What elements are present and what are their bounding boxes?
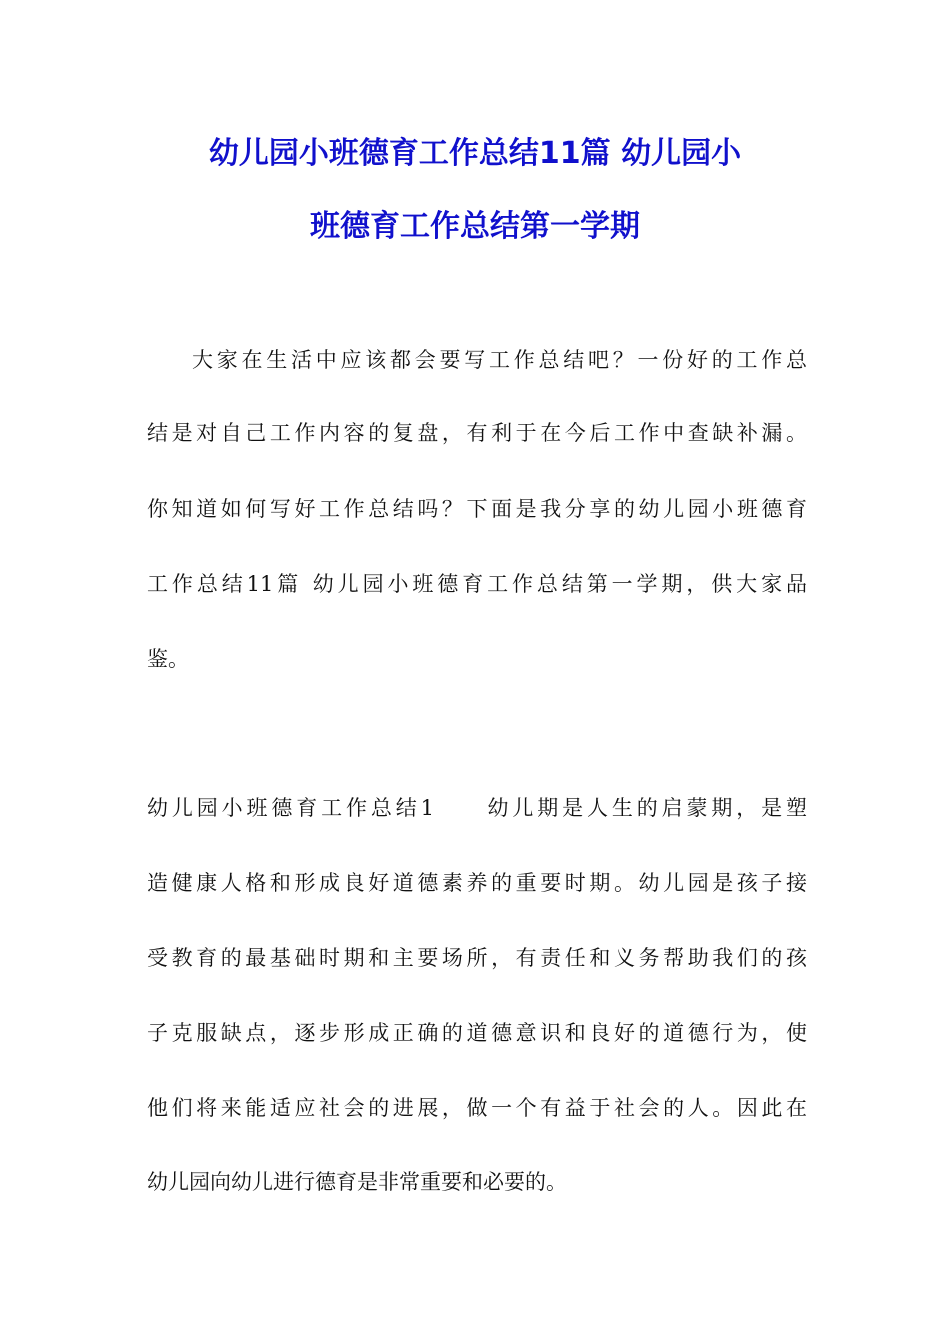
section-line-2: 造健康人格和形成良好道德素养的重要时期。幼儿园是孩子接 — [147, 871, 807, 895]
document-title-line-2: 班德育工作总结第一学期 — [310, 209, 640, 244]
intro-line-5: 鉴。 — [147, 647, 189, 671]
section-line-4: 子克服缺点，逐步形成正确的道德意识和良好的道德行为，使 — [147, 1021, 807, 1045]
document-title-line-1: 幼儿园小班德育工作总结11篇 幼儿园小 — [208, 136, 742, 171]
intro-line-4: 工作总结11篇 幼儿园小班德育工作总结第一学期，供大家品 — [147, 572, 807, 596]
section-line-6: 幼儿园向幼儿进行德育是非常重要和必要的。 — [147, 1170, 567, 1194]
section-line-1: 幼儿园小班德育工作总结1 幼儿期是人生的启蒙期，是塑 — [147, 796, 807, 820]
intro-line-2: 结是对自己工作内容的复盘，有利于在今后工作中查缺补漏。 — [147, 421, 807, 445]
section-line-5: 他们将来能适应社会的进展，做一个有益于社会的人。因此在 — [147, 1096, 807, 1120]
intro-line-1: 大家在生活中应该都会要写工作总结吧？一份好的工作总 — [192, 348, 807, 372]
intro-line-3: 你知道如何写好工作总结吗？下面是我分享的幼儿园小班德育 — [147, 497, 807, 521]
section-line-3: 受教育的最基础时期和主要场所，有责任和义务帮助我们的孩 — [147, 946, 807, 970]
